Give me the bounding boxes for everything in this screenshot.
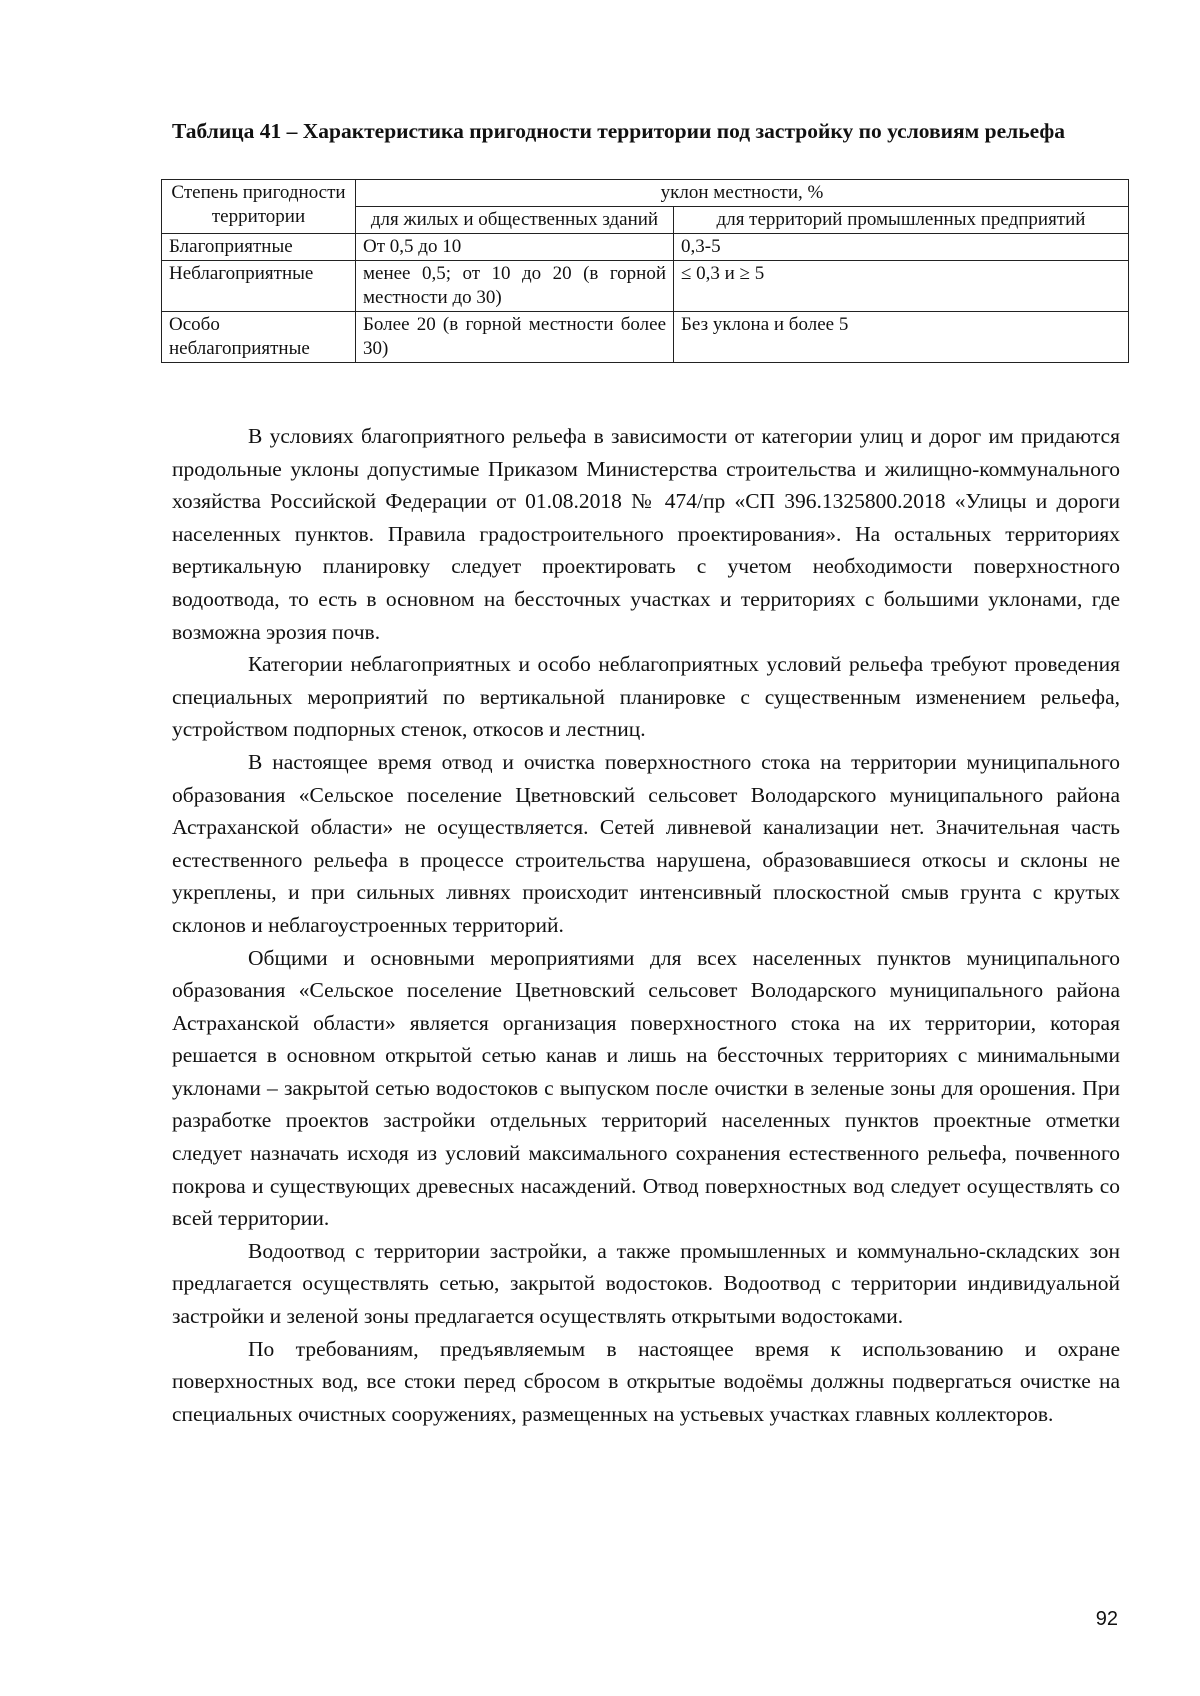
table-row	[162, 312, 1129, 363]
paragraph: В настоящее время отвод и очистка поверхностного стока на территории муниципального образования «Сельское поселение Цветновский сельсовет Володарского муниципального района Астраханской области» не осуществляется. Сетей ливневой канализации нет. Значительная часть естественного рельефа в процессе строительства нарушена, образовавшиеся откосы и склоны не укреплены, и при сильных ливнях происходит интенсивный плоскостной смыв грунта с крутых склонов и неблагоустроенных территорий.	[172, 749, 1120, 937]
header-industrial: для территорий промышленных предприятий	[674, 207, 1129, 234]
cell-industrial: Без уклона и более 5	[674, 312, 1129, 363]
table-caption: Таблица 41 – Характеристика пригодности территории под застройку по условиям рельефа	[172, 119, 1066, 143]
header-slope-group: уклон местности, %	[356, 180, 1129, 207]
paragraph: Общими и основными мероприятиями для всех населенных пунктов муниципального образования «Сельское поселение Цветновский сельсовет Володарского муниципального района Астраханской области» является организация поверхностного стока на их территории, которая решается в основном открытой сетью канав и лишь на бессточных территориях с минимальными уклонами – закрытой сетью водостоков с выпуском после очистки в зеленые зоны для орошения. При разработке проектов застройки отдельных территорий населенных пунктов проектные отметки следует назначать исходя из условий максимального сохранения естественного рельефа, почвенного покрова и существующих древесных насаждений. Отвод поверхностных вод следует осуществлять со всей территории.	[172, 945, 1120, 1231]
table-row	[162, 234, 1129, 261]
body-text	[172, 420, 1120, 1430]
header-residential: для жилых и общественных зданий	[356, 207, 674, 234]
cell-residential: Более 20 (в горной местности более 30)	[356, 312, 674, 363]
header-suitability-degree: Степень пригодности территории	[162, 180, 356, 234]
cell-industrial: 0,3-5	[674, 234, 1129, 261]
table-row	[162, 261, 1129, 312]
cell-category: Благоприятные	[162, 234, 356, 261]
page-number: 92	[1095, 1608, 1118, 1630]
cell-industrial: ≤ 0,3 и ≥ 5	[674, 261, 1129, 312]
cell-category: Особо неблагоприятные	[162, 312, 356, 363]
paragraph: Категории неблагоприятных и особо неблагоприятных условий рельефа требуют проведения специальных мероприятий по вертикальной планировке с существенным изменением рельефа, устройством подпорных стенок, откосов и лестниц.	[172, 652, 1120, 742]
cell-residential: менее 0,5; от 10 до 20 (в горной местности до 30)	[356, 261, 674, 312]
paragraph: По требованиям, предъявляемым в настоящее время к использованию и охране поверхностных вод, все стоки перед сбросом в открытые водоёмы должны подвергаться очистке на специальных очистных сооружениях, размещенных на устьевых участках главных коллекторов.	[172, 1336, 1120, 1426]
cell-residential: От 0,5 до 10	[356, 234, 674, 261]
paragraph: Водоотвод с территории застройки, а также промышленных и коммунально-складских зон предлагается осуществлять сетью, закрытой водостоков. Водоотвод с территории индивидуальной застройки и зеленой зоны предлагается осуществлять открытыми водостоками.	[172, 1238, 1120, 1329]
relief-suitability-table	[161, 179, 1129, 363]
cell-category: Неблагоприятные	[162, 261, 356, 312]
paragraph: В условиях благоприятного рельефа в зависимости от категории улиц и дорог им придаются продольные уклоны допустимые Приказом Министерства строительства и жилищно-коммунального хозяйства Российской Федерации от 01.08.2018 № 474/пр «СП 396.1325800.2018 «Улицы и дороги населенных пунктов. Правила градостроительного проектирования». На остальных территориях вертикальную планировку следует проектировать с учетом необходимости поверхностного водоотвода, то есть в основном на бессточных участках и территориях с большими уклонами, где возможна эрозия почв.	[172, 424, 1120, 644]
table-header-row	[162, 180, 1129, 207]
